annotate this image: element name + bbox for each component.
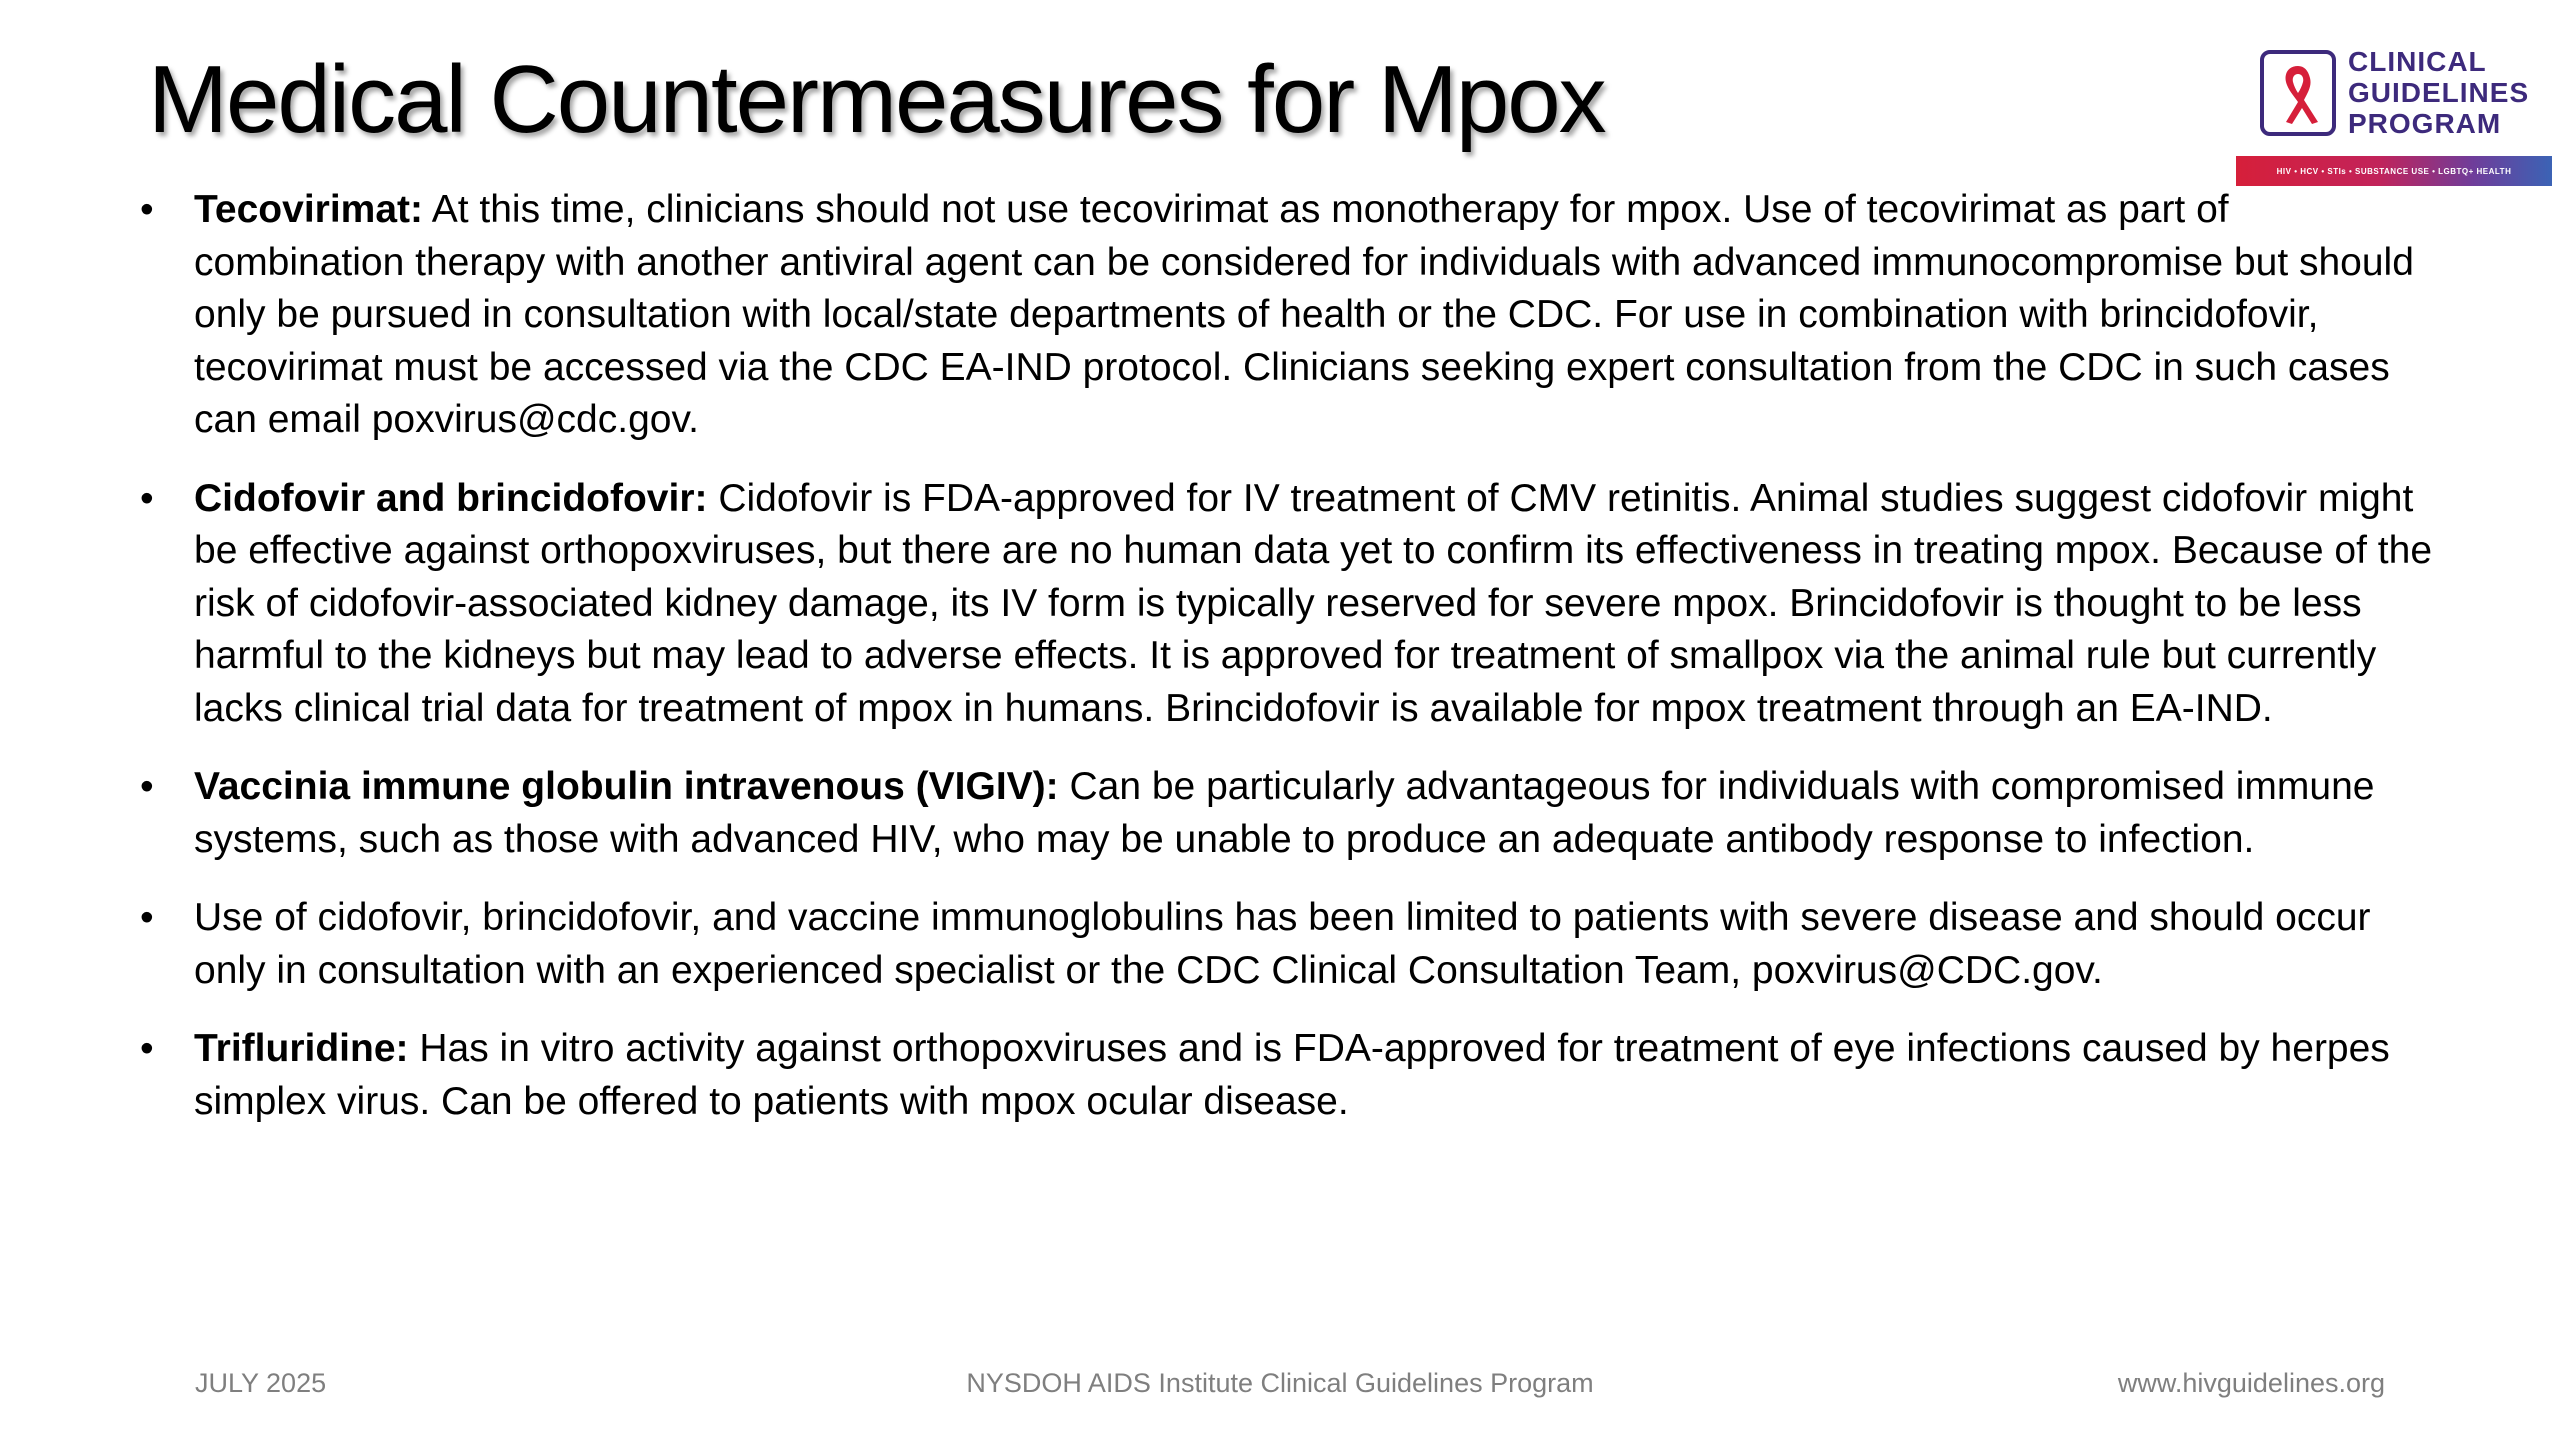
bullet-icon: • [140, 896, 154, 939]
footer-program: NYSDOH AIDS Institute Clinical Guidelines Program [966, 1368, 1594, 1398]
logo-wordmark [2348, 46, 2548, 139]
bullet-item-vigiv [140, 761, 2440, 866]
footer-date: JULY 2025 [195, 1368, 327, 1398]
bullet-list [140, 184, 2440, 1154]
bullet-text: Cidofovir is FDA-approved for IV treatment of CMV retinitis. Animal studies suggest cidofovir might be effective against orthopoxviruses, but there are no human data yet to confirm its effectiveness in treating mpox. Because of the risk of cidofovir-associated kidney damage, its IV form is typically reserved for severe mpox. Brincidofovir is thought to be less harmful to the kidneys but may lead to adverse effects. It is approved for treatment of smallpox via the animal rule but currently lacks clinical trial data for treatment of mpox in humans. Brincidofovir is available for mpox treatment through an EA-IND. [194, 476, 2433, 730]
bullet-text: Has in vitro activity against orthopoxviruses and is FDA-approved for treatment of eye infections caused by herpes simplex virus. Can be offered to patients with mpox ocular disease. [194, 1027, 2390, 1123]
bullet-label: Trifluridine: [194, 1027, 409, 1070]
bullet-label: Vaccinia immune globulin intravenous (VIGIV): [194, 765, 1059, 808]
bullet-text: Use of cidofovir, brincidofovir, and vaccine immunoglobulins has been limited to patients with severe disease and should occur only in consultation with an experienced specialist or the CDC Clinical Consultation Team, poxvirus@CDC.gov. [194, 896, 2371, 992]
bullet-item-trifluridine [140, 1023, 2440, 1128]
clinical-guidelines-logo[interactable] [2236, 46, 2552, 190]
logo-tagline-strip [2236, 156, 2552, 186]
logo-line-2: GUIDELINES [2348, 77, 2530, 108]
bullet-icon: • [140, 765, 154, 808]
logo-line-3: PROGRAM [2348, 108, 2502, 139]
bullet-icon: • [140, 1027, 154, 1070]
bullet-icon: • [140, 188, 154, 231]
footer-website[interactable]: www.hivguidelines.org [2117, 1368, 2385, 1398]
bullet-item-cidofovir [140, 473, 2440, 736]
bullet-item-tecovirimat [140, 184, 2440, 447]
bullet-text: Can be particularly advantageous for individuals with compromised immune systems, such as those with advanced HIV, who may be unable to produce an adequate antibody response to infection. [194, 765, 2375, 861]
logo-tagline: HIV • HCV • STIs • SUBSTANCE USE • LGBTQ+ HEALTH [2276, 166, 2512, 176]
logo-line-1: CLINICAL [2348, 46, 2487, 77]
red-ribbon-icon [2274, 62, 2322, 126]
bullet-label: Tecovirimat: [194, 188, 424, 231]
bullet-icon: • [140, 476, 154, 520]
bullet-text: At this time, clinicians should not use tecovirimat as monotherapy for mpox. Use of tecovirimat as part of combination therapy with another antiviral agent can be considered for individuals with advanced immunocompromise but should only be pursued in consultation with local/state departments of health or the CDC. For use in combination with brincidofovir, tecovirimat must be accessed via the CDC EA-IND protocol. Clinicians seeking expert consultation from the CDC in such cases can email poxvirus@cdc.gov. [194, 188, 2414, 441]
bullet-label: Cidofovir and brincidofovir: [194, 476, 708, 520]
bullet-item-usage-limits [140, 892, 2440, 997]
logo-emblem [2260, 50, 2336, 136]
slide-title: Medical Countermeasures for Mpox [148, 46, 1605, 153]
